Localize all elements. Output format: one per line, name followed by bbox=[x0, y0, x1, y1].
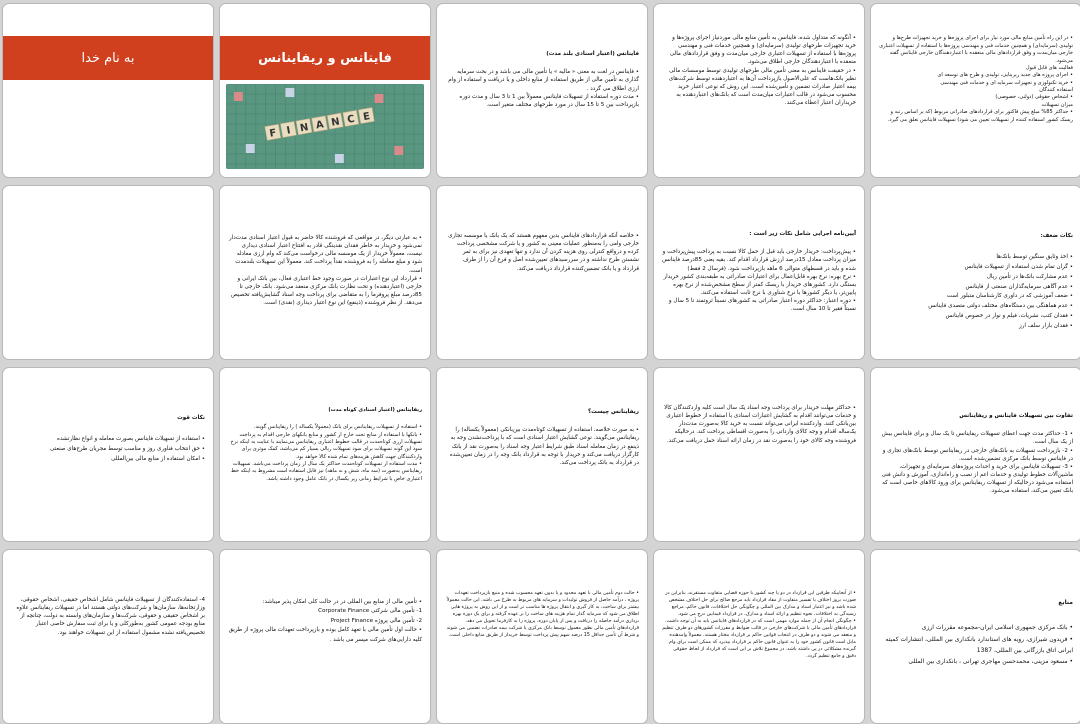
slide-thumbnail[interactable] bbox=[2, 3, 214, 178]
slide-thumbnail[interactable] bbox=[653, 367, 865, 542]
tile-letter: N bbox=[330, 116, 341, 129]
title-band bbox=[220, 36, 430, 80]
slide-text: • در این راه تأمین منابع مالی مورد نیاز برای اجرای پروژه‌ها و خرید تجهیزات طرح‌ها و تولیدی (سرمایه‌ای) و همچنین خدمات فنی و مهندسی پروژه‌ها با استفاده از تسهیلات اعتباری خارجی میان‌مدت و وفق قراردادهای مالی منعقده با اعتباردهندگان خارجی فاینانس گفته می‌شود. فعالیت های قابل قبول • اجرای پروژه های جدید زیربنایی، تولیدی و طرح های توسعه ای • خرید تکنولوژی و تجهیزات سرمایه ای و خدمات فنی مهندسی استفاده کنندگان • اشخاص حقوقی (دولتی، خصوصی) میزان تسهیلات • حداکثر 85% مبلغ پیش فاکتور برای قراردادهای صادراتی مربوط (که بر اساس رتبه و ریسک کشور استفاده کننده از تسهیلات تعیین می شود) تسهیلات فاینانس تعلق می گیرد. bbox=[879, 35, 1073, 123]
slide-text: • بانک مرکزی جمهوری اسلامی ایران-مجموعه مقررات ارزی • فریدون شیرازی، رویه های استاندارد بانکداری بین المللی، انتشارات کمیته ایرانی اتاق بازرگانی بین المللی، 1387 • مسعود مزینی، محمدحسن مهاجری تهرانی ، بانکداری بین المللی bbox=[885, 624, 1073, 666]
slide-body bbox=[879, 586, 1073, 717]
slide-thumbnail[interactable] bbox=[219, 549, 431, 724]
slide-text: • فاینانس در لغت به معنی « مالیه » یا تأمین مالی می باشد و در بحث سرمایه گذاری به تأمین مالی از طریق استفاده از منابع داخلی و یا دریافت و استفاده از وام ارزی اطلاق می گردد . • مدت دوره استفاده از تسهیلات فاینانس معمولاً بین 1 تا 3 سال و مدت دوره بازپرداخت بین 5 تا 15 سال در مورد طرحهای مختلف متغیر است. bbox=[448, 69, 639, 108]
slide-thumbnail[interactable] bbox=[870, 185, 1080, 360]
slide-body bbox=[11, 404, 205, 535]
slide-body bbox=[662, 584, 856, 717]
slide-heading: نکات قوت bbox=[177, 414, 205, 421]
slide-heading: فاینانس (اعتبار اسنادی بلند مدت) bbox=[546, 51, 639, 58]
slide-body bbox=[11, 196, 205, 353]
slide-heading: منابع bbox=[1058, 599, 1073, 607]
slide-body bbox=[445, 400, 639, 535]
slide-heading: آیین‌نامه اجرایی شامل نکات زیر است : bbox=[749, 231, 856, 238]
slide-heading: نکات ضعف: bbox=[1040, 232, 1073, 239]
slide-text: • 1- حداکثر مدت جهت اعطای تسهیلات ریفاینانس تا یک سال و برای فاینانس بیش از یک سال است. • 2- بازپرداخت تسهیلات به بانک‌های خارجی در ریفاینانس توسط بانک‌های تجاری و در فاینانس توسط بانک مرکزی تضمین‌شده است. • 3- تسهیلات فاینانس برای خرید و احداث پروژه‌های سرمایه‌ای و تجهیزات، ماشین‌آلات خطوط تولیدی و خدمات اعم از نصب و راه‌اندازی، آموزش و دانش فنی استفاده می‌شود درحالیکه از تسهیلات ریفاینانس برای ورود کالاهای خاصی است که بانک تعیین می‌کند، استفاده می‌شود. bbox=[881, 431, 1073, 495]
slide-thumbnail-blank[interactable] bbox=[2, 185, 214, 360]
slide-body bbox=[445, 224, 639, 353]
slide-thumbnail[interactable] bbox=[870, 549, 1080, 724]
slide-heading: ریفاینانس (اعتبار اسنادی کوتاه مدت) bbox=[328, 407, 422, 414]
slide-heading: ریفاینانس چیست؟ bbox=[587, 409, 639, 416]
tile-letter: I bbox=[285, 125, 292, 137]
slide-thumbnail[interactable] bbox=[653, 549, 865, 724]
slide-text: • آنگونه که متداول شده، فاینانس به تأمین منابع مالی موردنیاز اجرای پروژه‌ها و خرید تجهیزات طرحهای تولیدی (سرمایه‌ای) و همچنین خدمات فنی و مهندسی پروژه‌ها با استفاده از تسهیلات اعتباری خارجی میان‌مدت و وفق قراردادهای مالی منعقده با اعتباردهندگان خارجی اطلاق می‌شود. • در حقیقت فاینانس به معنی تأمین مالی طرحهای تولیدی توسط موسسات مالی نظیر بانک‌هاست که علی‌الاصول بازپرداخت آن‌ها به اعتباردهنده توسط شرکت‌های بیمه اعتبار صادرات تضمین و تأمین‌شده است. این روش که نوعی اعتبار خرید محسوب می‌شود در قالب اعتبارات میان‌مدت است که بانک‌های اعتباردهنده به خریداران اعتبار اعطاء می‌کنند. bbox=[668, 35, 856, 106]
slide-text: • استفاده از تسهیلات ریفاینانس برای بانک (معمولاً یکساله ) را ریفاینانس گویند. • بانکها با استفاده از منابع تحت خارج از کشور و منابع بانکهای خارجی اقدام به پرداخت تسهیلات ارزی کوتاه‌مدت در قالب خطوط اعتباری ریفاینانس می‌نمایند با عنایت به اینکه نرخ سود این گونه تسهیلات برای سود تسهیلات ریالی بسیار کم می‌باشد، کمک موثری برای واردکنندگان جهت کاهش هزینه‌های تمام شده کالا خواهد بود. • مدت استفاده از تسهیلات کوتاه‌مدت حداکثر یک سال از زمان پرداخت می‌باشد. تسهیلات ریفاینانس به‌صورت (سه ماه، شش و نه ماهه) نیز قابل استفاده است مشروط به اینکه خط اعتباری خاص با شرایط زمانی زیر یکسال در بانک عامل وجود داشته باشد. bbox=[230, 424, 422, 482]
slide-thumbnail[interactable] bbox=[436, 549, 648, 724]
slide-title: فاینانس و ریفاینانس bbox=[258, 50, 392, 66]
slide-body bbox=[662, 396, 856, 535]
slide-body bbox=[228, 226, 422, 353]
slide-text: • خلاصه آنکه قراردادهای فاینانس بدین مفهوم هستند که یک بانک یا موسسه تجاری خارجی وامی را به‌منظور عملیات معینی به کشور و یا شرکت مشخصی پرداخت کرده و درواقع کنترلی روی هزینه کردن آن ندارد و تنها تعهدی نیز برای به ثمر نشستن طرح نداشته و در سررسیدهای تعیین‌شده اصل و فرع آن را از طرف قرارداد و یا بانک تضمین‌کننده قرارداد دریافت می‌کند. bbox=[448, 233, 639, 272]
slide-thumbnail[interactable] bbox=[436, 3, 648, 178]
slide-thumbnail[interactable] bbox=[2, 549, 214, 724]
slide-title: به نام خدا bbox=[81, 50, 135, 66]
slide-text: • به عبارتی دیگر، در مواقعی که فروشنده کالا حاضر به قبول اعتبار اسنادی مدت‌دار نمی‌شود و خریدار به خاطر فقدان نقدینگی قادر به افتتاح اعتبار اسنادی دیداری نیست، معمولاً خریدار از یک موسسه مالی درخواست می‌کند که وام ارزی معادله شود و مبلغ معامله را به فروشنده نقداً پرداخت کند. معمولاً این تسهیلات بلندمدت است. • قرارداد این نوع اعتبارات در صورت وجود خط اعتباری فعال، بین بانک ایرانی و خارجی (اعتباردهنده) و تحت نظارت بانک مرکزی منعقد می‌شود. بانک خارجی تا 85درصد مبلغ پروفرما را به متقاضی برای پرداخت وجه اسناد گشایش‌یافته تخصیص می‌دهد. از نظر فروشنده (ذینفع) این نوع اعتبار دیداری (نقدی) است. bbox=[228, 235, 422, 306]
slide-body bbox=[228, 400, 422, 535]
slide-text: • از آنجاییکه طرفین این قرارداد در دو یا چند کشور با حوزه قضایی متفاوت مستقرند، بنابراین در صورت بروز اختلاف یا تفسیر متفاوت از مفاد قرارداد باید مرجع صالح برای حل اختلاف مشخص شده باشد و نیز اعتبار اسناد و مدارک بین المللی و چگونگی حل اختلافات، قانون حاکم، مراجع رسیدگی به اختلافات، نحوه تنظیم و ارائه اسناد و مدارک، در قرارداد فیمابین درج می شود. • چگونگی انجام آن از جمله موارد مهمی است که در قراردادهای فاینانس باید به آن توجه داشت. قراردادهای تأمین مالی با شرکت‌های خارجی در قالب ضوابط و مقررات کشورهای دو طرف تنظیم و منعقد می شوند و دو طرف در انتخاب قوانین حاکم بر قرارداد مختار هستند. معمولاً وامدهنده مایل است قانون کشور خود را به عنوان قانون حاکم بر قرارداد بپذیرد که ممکن است برای وام گیرنده مشکلاتی در پی داشته باشد. در مجموع تلاش بر این است که قرارداد از لحاظ حقوقی دقیق و جامع تنظیم گردد. bbox=[662, 590, 856, 659]
tile-letter: C bbox=[346, 113, 356, 126]
slide-thumbnail[interactable] bbox=[2, 367, 214, 542]
slide-body bbox=[879, 28, 1073, 171]
slide-thumbnail[interactable] bbox=[653, 3, 865, 178]
slide-thumbnail[interactable] bbox=[870, 3, 1080, 178]
slide-body bbox=[228, 588, 422, 717]
slide-text: 4- استفاده‌کنندگان از تسهیلات فاینانس شامل اشخاص حقیقی، اشخاص حقوقی، وزارتخانه‌ها، سازمان‌ها و شرکت‌های دولتی هستند اما در تسهیلات ریفاینانس علاوه بر اشخاص حقیقی و حقوقی، شرکت‌ها و سازمان‌های وابسته به دولت، چنانچه از منابع بودجه عمومی کشور به‌طورکلی و یا برای ثبت سفارش خاصی اعتبار تخصیص‌یافته نشده مشمول استفاده از این تسهیلات خواهند بود. bbox=[16, 597, 205, 636]
tile-letter: F bbox=[268, 127, 278, 140]
slide-thumbnail[interactable] bbox=[653, 185, 865, 360]
slide-thumbnail[interactable] bbox=[870, 367, 1080, 542]
tile-letter: N bbox=[299, 121, 310, 135]
slide-heading: تفاوت بین تسهیلات فاینانس و ریفاینانس bbox=[959, 413, 1073, 420]
slide-body bbox=[662, 26, 856, 171]
slide-thumbnail[interactable] bbox=[219, 367, 431, 542]
slide-body bbox=[445, 584, 639, 717]
slide-text: • استفاده از تسهیلات فاینانس بصورت معامله و انواع نظارتشده • حق انتخاب فناوری روز و مناسب توسط مجریان طرح‌های صنعتی • امکان استفاده از منابع مالی بین‌المللی bbox=[50, 436, 205, 462]
slide-text: • حالت دوم تأمین مالی با تعهد محدود و یا بدون تعهد محسوب شده و منبع بازپرداخت تعهدات پروژه ، درآمد حاصل از فروش تولیدات و سرمایه های مربوط به طرح می باشد. این حالت معمولاً بیشتر برای ساخت، به کار گیری و انتقال پروژه ها مناسب تر است و از این روش به پروژه هایی اطلاق می شود که سرمایه گذار تمام هزینه های ساخت را بر عهده گرفته و برای یک دوره بهره برداری درآمد حاصله را دریافت و پس از پایان دوره، پروژه را به کارفرما تحویل می دهد. قراردادهای تأمین مالی بطور معمول توسط بانک مرکزی یا شرکت بیمه صادرات تضمین می شوند و شرط آن تأمین حداقل 15 درصد سهم پیش پرداخت توسط خریدار از طریق منابع داخلی است. bbox=[446, 590, 639, 638]
slide-thumbnail[interactable] bbox=[436, 185, 648, 360]
slide-body bbox=[879, 222, 1073, 353]
slide-text: • به صورت خلاصه، استفاده از تسهیلات کوتاه‌مدت بین‌بانکی (معمولاً یکساله) را ریفاینانس می‌گویند. نوعی گشایش اعتبار اسنادی است که با پرداخت‌نشدن وجه به ذینفع در زمان معامله اسناد طبق شرایط اعتبار وجه اسناد را به‌صورت نقد از بانک کارگزار دریافت می‌کند و خریدار با توجه به قرارداد بانک وجه را در زمان تعیین‌شده در قرارداد به بانک پرداخت می‌کند. bbox=[449, 427, 639, 466]
slide-thumbnail[interactable] bbox=[436, 367, 648, 542]
slide-body bbox=[662, 222, 856, 353]
tile-letter: E bbox=[362, 111, 371, 124]
slide-thumbnail[interactable] bbox=[219, 3, 431, 178]
tile-letter: A bbox=[315, 119, 325, 132]
title-band bbox=[3, 36, 213, 80]
slide-body bbox=[445, 42, 639, 171]
slide-body bbox=[879, 404, 1073, 535]
scrabble-finance-photo bbox=[226, 84, 424, 169]
slide-thumbnail[interactable] bbox=[219, 185, 431, 360]
slide-text: • تأمین مالی از منابع بین المللی در در حالت کلی امکان پذیر میباشد: 1- تأمین مالی شرکتی Corporate Finance 2- تأمین مالی پروژه Project Finance • حالت اول تأمین مالی با تعهد کامل بوده و بازپرداخت تعهدات مالی پروژه از طریق کلیه دارایی‌های شرکت میسر می باشد . bbox=[228, 598, 422, 643]
slide-text: • حداکثر مهلت خریدار برای پرداخت وجه اسناد یک سال است کلیه واردکنندگان کالا و خدمات می‌توانند اقدام به گشایش اعتبارات اسنادی با استفاده از خطوط اعتباری بین‌بانکی کنند. واردکننده ایرانی می‌تواند نسبت به خرید کالا به‌صورت مدت‌دار یک‌ساله اقدام و وجه کالای وارداتی را به‌صورت اقساطی پرداخت کند. درحالیکه فروشنده وجه کالای خود را به‌صورت نقد در زمان ارائه اسناد حمل دریافت می‌کند. bbox=[664, 405, 856, 444]
slide-body bbox=[11, 588, 205, 717]
slide-text: • پیش‌پرداخت: خریدار خارجی باید قبل از حمل کالا نسبت به پرداخت پیش‌پرداخت و میزان پرداخت معادل 15درصد ارزش قرارداد اقدام کند. بقیه یعنی 85درصد فاینانس شده و باید در قسطهای متوالی 6 ماهه بازپرداخت شود. (فرسال 2 فقط) • نرخ بهره: نرخ بهره قابل‌اعمال برای اعتبارات صادراتی به طبقه‌بندی کشور خریدار بستگی دارد. کشورهای خریدار با ریسک کمتر از سطح مشخص‌شده از نرخ بهره پایین‌تر، یا دیگر کشورها با نرخ شناوری با نرخ ثابت استفاده می‌کنند. • دوره اعتبار: حداکثر دوره اعتبار صادراتی به کشورهای نسبتاً ثروتمند تا 5 سال و نسبتاً فقیر تا 10 سال است. bbox=[662, 249, 856, 313]
slide-text: • اخذ وثایق سنگین توسط بانک‌ها • گران تمام شدن استفاده از تسهیلات فاینانس • عدم مشارکت بانک‌ها در تأمین ریال • عدم آگاهی سرمایه‌گذاران صنعتی از فاینانس • ضعف آموزشی که در داوری کارشناسان متبلور است • عدم هماهنگی بین دستگاه‌های مختلف دولتی متصدی فاینانس • فقدان کتب، نشریات، فیلم و نوار در خصوص فاینانس • فقدان بازار سلف ارز bbox=[928, 254, 1073, 329]
